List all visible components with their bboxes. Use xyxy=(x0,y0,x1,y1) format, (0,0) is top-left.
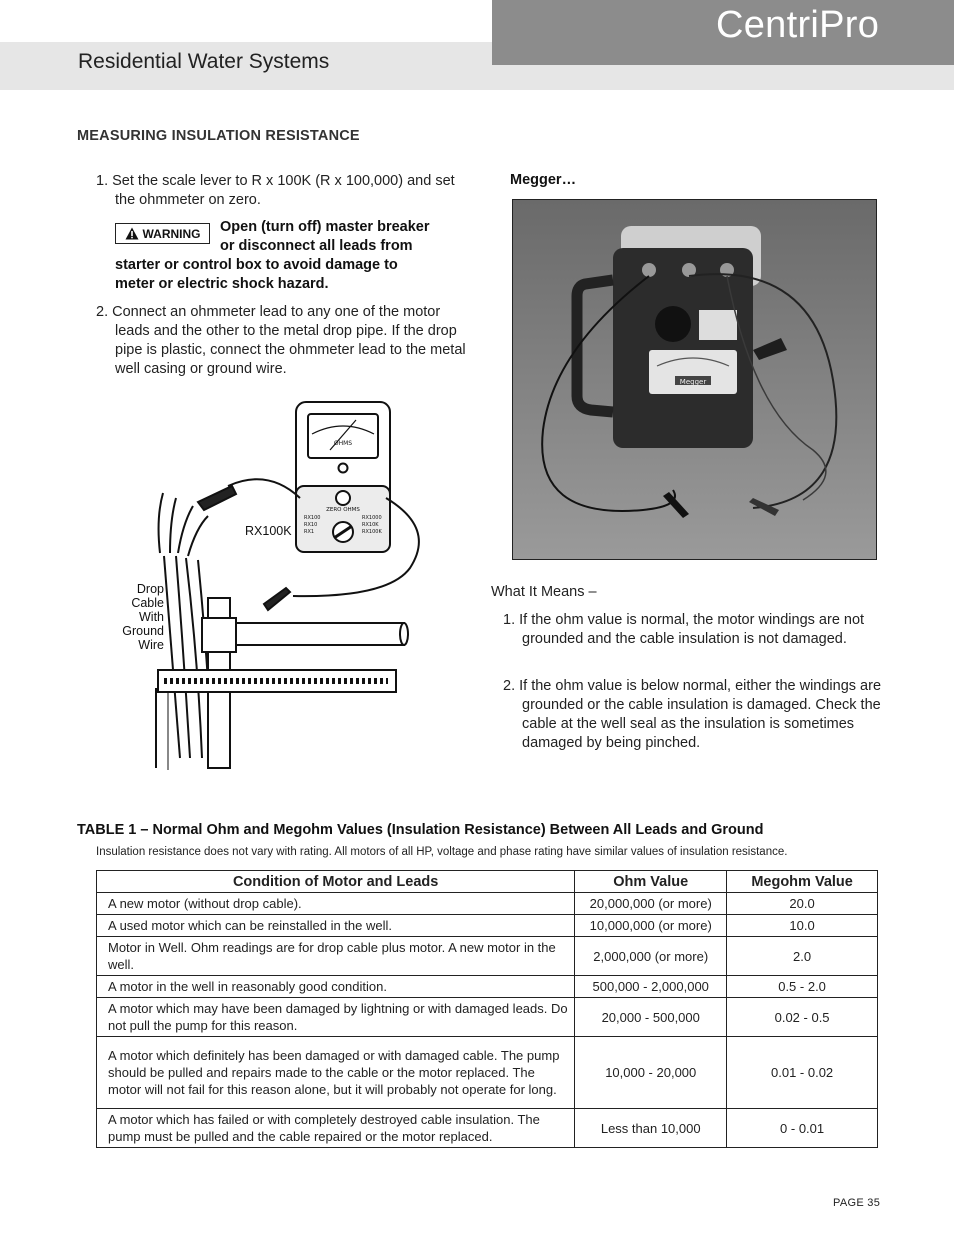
table-row xyxy=(97,976,878,998)
condition-cell: A motor in the well in reasonably good condition. xyxy=(97,976,575,998)
table-note: Insulation resistance does not vary with rating. All motors of all HP, voltage and phase rating have similar values of insulation resistance. xyxy=(96,846,788,858)
warning-line-4: meter or electric shock hazard. xyxy=(115,276,329,292)
megohm-cell: 0 - 0.01 xyxy=(727,1109,878,1148)
condition-cell: A used motor which can be reinstalled in the well. xyxy=(97,915,575,937)
range-right-1: RX1000 xyxy=(362,515,382,521)
range-left-3: RX1 xyxy=(304,529,315,535)
meaning-item-2: 2. If the ohm value is below normal, either the windings are grounded or the cable insulation is damaged. Check the cable at the well seal as the insulation is sometimes damaged by being pinched. xyxy=(503,678,882,751)
ohm-cell: 20,000 - 500,000 xyxy=(575,998,727,1037)
megohm-cell: 0.01 - 0.02 xyxy=(727,1037,878,1109)
megohm-cell: 0.5 - 2.0 xyxy=(727,976,878,998)
step-2: 2. Connect an ohmmeter lead to any one of the motor leads and the other to the metal drop pipe. If the drop pipe is plastic, connect the ohmmeter lead to the metal well casing or ground wire. xyxy=(96,304,466,377)
ohm-cell: 10,000,000 (or more) xyxy=(575,915,727,937)
table-row xyxy=(97,915,878,937)
range-left-1: RX100 xyxy=(304,515,321,521)
warning-line-2: or disconnect all leads from xyxy=(220,238,413,254)
megohm-cell: 2.0 xyxy=(727,937,878,976)
table-title: TABLE 1 – Normal Ohm and Megohm Values (Insulation Resistance) Between All Leads and Ground xyxy=(77,822,764,838)
table-row xyxy=(97,1037,878,1109)
range-left-2: RX10 xyxy=(304,522,318,528)
table-header-row xyxy=(97,871,878,893)
step-1: 1. Set the scale lever to R x 100K (R x 100,000) and set the ohmmeter on zero. xyxy=(96,173,455,208)
meter-scale-label: OHMS xyxy=(333,440,353,447)
meaning-title: What It Means – xyxy=(491,584,597,600)
megger-label: Megger… xyxy=(510,172,577,188)
drop-cable-label-5: Wire xyxy=(138,638,164,652)
table-row xyxy=(97,937,878,976)
zero-ohms-label: ZERO OHMS xyxy=(326,507,360,513)
drop-cable-label-3: With xyxy=(139,610,164,624)
header-condition: Condition of Motor and Leads xyxy=(97,871,575,893)
drop-cable-label-2: Cable xyxy=(131,596,164,610)
brand-logo: CentriPro xyxy=(716,4,880,46)
ohm-cell: 10,000 - 20,000 xyxy=(575,1037,727,1109)
warning-badge xyxy=(115,223,210,244)
ohm-cell: 2,000,000 (or more) xyxy=(575,937,727,976)
warning-icon xyxy=(125,227,139,240)
page-number: PAGE 35 xyxy=(833,1197,881,1209)
ohm-cell: Less than 10,000 xyxy=(575,1109,727,1148)
drop-cable-label-1: Drop xyxy=(136,582,164,596)
range-right-2: RX10K xyxy=(362,522,379,528)
warning-line-1: Open (turn off) master breaker xyxy=(220,219,430,235)
warning-line-3: starter or control box to avoid damage to xyxy=(115,257,398,273)
megohm-cell: 10.0 xyxy=(727,915,878,937)
meaning-item-1: 1. If the ohm value is normal, the motor windings are not grounded and the cable insulation is not damaged. xyxy=(503,612,865,647)
megohm-cell: 20.0 xyxy=(727,893,878,915)
ohm-cell: 500,000 - 2,000,000 xyxy=(575,976,727,998)
condition-cell: A motor which definitely has been damaged or with damaged cable. The pump should be pulled and repairs made to the cable or the motor replaced. The motor will not fail for this reason alone, but it will probably not operate for long. xyxy=(97,1037,575,1109)
header-ohm: Ohm Value xyxy=(575,871,727,893)
header-megohm: Megohm Value xyxy=(727,871,878,893)
condition-cell: A new motor (without drop cable). xyxy=(97,893,575,915)
condition-cell: A motor which may have been damaged by lightning or with damaged leads. Do not pull the pump for this reason. xyxy=(97,998,575,1037)
ohm-cell: 20,000,000 (or more) xyxy=(575,893,727,915)
megohm-cell: 0.02 - 0.5 xyxy=(727,998,878,1037)
drop-cable-label-4: Ground xyxy=(122,624,164,638)
table-row xyxy=(97,998,878,1037)
rx100k-label: RX100K xyxy=(245,524,292,538)
table-row xyxy=(97,893,878,915)
megger-photo xyxy=(512,199,877,560)
range-right-3: RX100K xyxy=(362,529,382,535)
section-title: MEASURING INSULATION RESISTANCE xyxy=(77,128,360,144)
condition-cell: A motor which has failed or with completely destroyed cable insulation. The pump must be pulled and the cable repaired or the motor replaced. xyxy=(97,1109,575,1148)
table-row xyxy=(97,1109,878,1148)
insulation-table xyxy=(96,870,878,1148)
warning-label: WARNING xyxy=(142,226,201,241)
page-subtitle: Residential Water Systems xyxy=(78,50,330,73)
megger-panel-text: Megger xyxy=(679,378,707,386)
ohmmeter-diagram xyxy=(118,398,438,770)
condition-cell: Motor in Well. Ohm readings are for drop cable plus motor. A new motor in the well. xyxy=(97,937,575,976)
